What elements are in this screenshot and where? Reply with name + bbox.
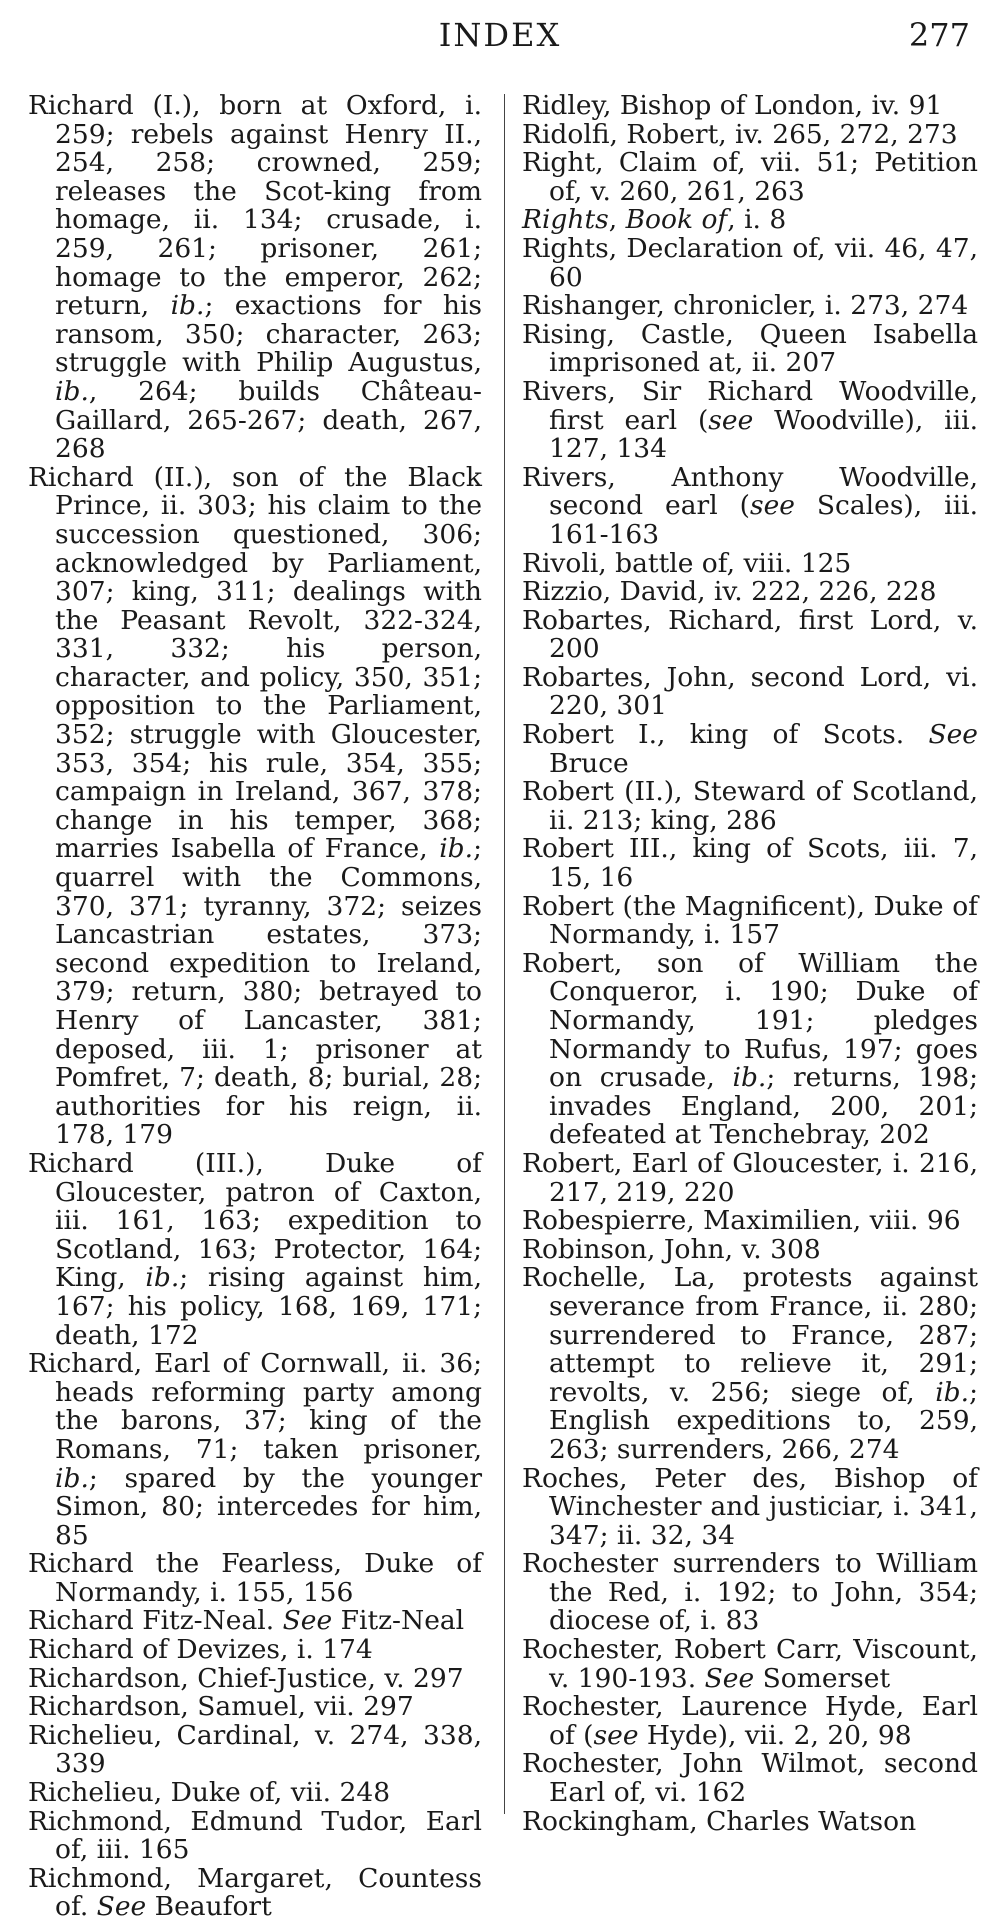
index-entry: Richelieu, Cardinal, v. 274, 338, 339	[28, 1719, 482, 1780]
index-column-left	[28, 92, 482, 1922]
index-entry: Robert, son of William the Conqueror, i. 190; Duke of Normandy, 191; pledges Normandy to Rufus, 197; goes on crusade, ib.; returns, 198; invades England, 200, 201; defeated at Tenchebray, 202	[522, 947, 978, 1151]
index-entry: Richardson, Chief-Justice, v. 297	[28, 1662, 464, 1694]
page-title: INDEX	[438, 16, 562, 54]
index-entry: Rockingham, Charles Watson	[522, 1805, 917, 1837]
index-entry: Rivers, Anthony Woodville, second earl (see Scales), iii. 161-163	[522, 461, 978, 550]
index-entry: Rochester, John Wilmot, second Earl of, vi. 162	[522, 1748, 978, 1809]
index-entry: Richmond, Margaret, Countess of. See Beaufort	[28, 1862, 482, 1922]
index-entry: Rivers, Sir Richard Woodville, first earl (see Woodville), iii. 127, 134	[522, 375, 978, 465]
index-entry: Rochester, Laurence Hyde, Earl of (see Hyde), vii. 2, 20, 98	[522, 1691, 978, 1751]
index-entry: Robert (the Magnificent), Duke of Normandy, i. 157	[522, 890, 978, 951]
index-entry: Robinson, John, v. 308	[522, 1233, 821, 1265]
index-entry: Robert, Earl of Gloucester, i. 216, 217, 219, 220	[522, 1147, 978, 1208]
index-entry: Richard of Devizes, i. 174	[28, 1634, 373, 1666]
index-entry: Rochelle, La, protests against severance from France, ii. 280; surrendered to France, 287; attempt to relieve it, 291; revolts, v. 256; siege of, ib.; English expeditions to, 259, 263; surrenders, 266, 274	[522, 1262, 978, 1465]
index-entry: Richard, Earl of Cornwall, ii. 36; heads reforming party among the barons, 37; king of the Romans, 71; taken prisoner, ib.; spared by the younger Simon, 80; intercedes for him, 85	[28, 1348, 482, 1551]
index-entry: Robartes, Richard, first Lord, v. 200	[522, 604, 978, 665]
index-entry: Rochester surrenders to William the Red, i. 192; to John, 354; diocese of, i. 83	[522, 1548, 978, 1637]
index-entry: Richard the Fearless, Duke of Normandy, i. 155, 156	[28, 1548, 482, 1608]
column-divider	[504, 94, 505, 1814]
index-entry: Roches, Peter des, Bishop of Winchester and justiciar, i. 341, 347; ii. 32, 34	[522, 1462, 978, 1551]
index-entry: Richmond, Edmund Tudor, Earl of, iii. 165	[28, 1805, 482, 1866]
index-entry: Richard (I.), born at Oxford, i. 259; rebels against Henry II., 254, 258; crowned, 259; releases the Scot-king from homage, ii. 134; crusade, i. 259, 261; prisoner, 261; homage to the emperor, 262; return, ib.; exactions for his ransom, 350; character, 263; struggle with Philip Augustus, ib., 264; builds Château-Gaillard, 265-267; death, 267, 268	[28, 90, 482, 465]
page-number: 277	[908, 16, 970, 54]
index-entry: Right, Claim of, vii. 51; Petition of, v. 260, 261, 263	[522, 147, 978, 207]
index-entry: Robert III., king of Scots, iii. 7, 15, 16	[522, 833, 978, 894]
index-entry: Rishanger, chronicler, i. 273, 274	[522, 290, 969, 322]
index-entry: Richelieu, Duke of, vii. 248	[28, 1777, 391, 1809]
index-entry: Richard (III.), Duke of Gloucester, patron of Caxton, iii. 161, 163; expedition to Scotland, 163; Protector, 164; King, ib.; rising against him, 167; his policy, 168, 169, 171; death, 172	[28, 1147, 482, 1351]
index-entry: Robartes, John, second Lord, vi. 220, 301	[522, 661, 978, 722]
index-entry: Richard Fitz-Neal. See Fitz-Neal	[28, 1605, 465, 1637]
index-entry: Ridley, Bishop of London, iv. 91	[522, 90, 943, 121]
index-column-right	[522, 92, 978, 1836]
index-entry: Rivoli, battle of, viii. 125	[522, 547, 852, 579]
index-entry: Richard (II.), son of the Black Prince, ii. 303; his claim to the succession questioned, 306; acknowledged by Parliament, 307; king, 311; dealings with the Peasant Revolt, 322-324, 331, 332; his person, character, and policy, 350, 351; opposition to the Parliament, 352; struggle with Gloucester, 353, 354; his rule, 354, 355; campaign in Ireland, 367, 378; change in his temper, 368; marries Isabella of France, ib.; quarrel with the Commons, 370, 371; tyranny, 372; seizes Lancastrian estates, 373; second expedition to Ireland, 379; return, 380; betrayed to Henry of Lancaster, 381; deposed, iii. 1; prisoner at Pomfret, 7; death, 8; burial, 28; authorities for his reign, ii. 178, 179	[28, 461, 482, 1151]
index-entry: Richardson, Samuel, vii. 297	[28, 1691, 414, 1723]
index-entry: Robespierre, Maximilien, viii. 96	[522, 1205, 961, 1237]
index-entry: Robert (II.), Steward of Scotland, ii. 213; king, 286	[522, 776, 978, 836]
index-entry: Rights, Declaration of, vii. 46, 47, 60	[522, 232, 978, 293]
index-entry: Ridolfi, Robert, iv. 265, 272, 273	[522, 118, 958, 150]
index-entry: Rights, Book of, i. 8	[522, 204, 787, 236]
index-entry: Rochester, Robert Carr, Viscount, v. 190-193. See Somerset	[522, 1634, 978, 1694]
index-entry: Rising, Castle, Queen Isabella imprisoned at, ii. 207	[522, 318, 978, 379]
index-entry: Robert I., king of Scots. See Bruce	[522, 719, 978, 779]
index-entry: Rizzio, David, iv. 222, 226, 228	[522, 576, 937, 608]
